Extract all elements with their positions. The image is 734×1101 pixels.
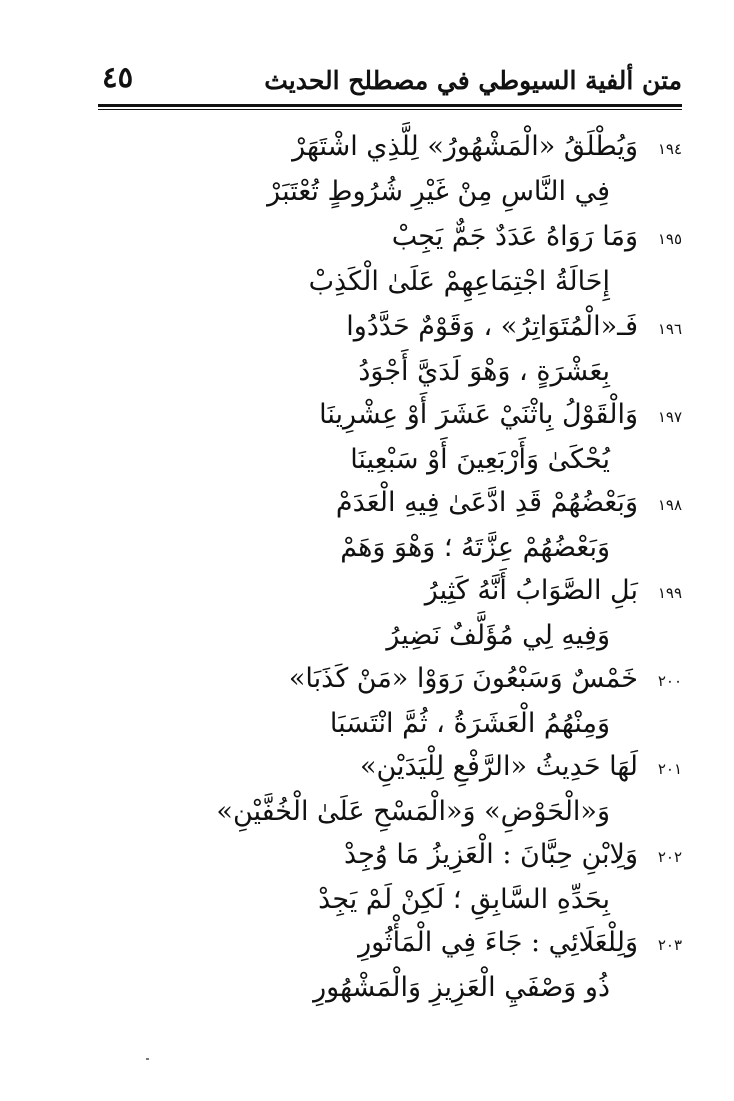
verse-second-hemistich: إِحَالَةُ اجْتِمَاعِهِمْ عَلَىٰ الْكَذِبْ [308,266,610,297]
verse-first-hemistich: وَيُطْلَقُ «الْمَشْهُورُ» لِلَّذِي اشْتَهَرْ [292,131,638,162]
scan-speck [146,1058,149,1060]
verse-first-hemistich: بَلِ الصَّوَابُ أَنَّهُ كَثِيرُ [424,575,638,606]
verse-first-hemistich: وَبَعْضُهُمْ قَدِ ادَّعَىٰ فِيهِ الْعَدَمْ [335,487,638,518]
verse-number: ٢٠٣ [657,936,682,954]
verse-number: ٢٠٢ [657,848,682,866]
header-rule-thin [98,109,682,110]
verse-second-hemistich: وَمِنْهُمُ الْعَشَرَةُ ، ثُمَّ انْتَسَبَا [329,708,610,739]
verse-second-hemistich: بِحَدِّهِ السَّابِقِ ؛ لَكِنْ لَمْ يَجِدْ [318,884,610,915]
verse-first-hemistich: وَلِابْنِ حِبَّانَ : الْعَزِيزُ مَا وُجِدْ [343,839,638,870]
verse-second-hemistich: وَبَعْضُهُمْ عِزَّتَهُ ؛ وَهْوَ وَهَمْ [340,532,610,563]
verse-first-hemistich: وَلِلْعَلَائِي : جَاءَ فِي الْمَأْثُورِ [358,927,638,958]
verse-second-hemistich: وَفِيهِ لِي مُؤَلَّفٌ نَضِيرُ [386,620,610,651]
verse-number: ٢٠٠ [657,672,682,690]
verse-number: ١٩٦ [657,320,682,338]
verse-second-hemistich: فِي النَّاسِ مِنْ غَيْرِ شُرُوطٍ تُعْتَبَرْ [267,176,610,207]
verse-number: ١٩٨ [657,496,682,514]
verse-number: ١٩٧ [657,408,682,426]
verse-second-hemistich: يُحْكَىٰ وَأَرْبَعِينَ أَوْ سَبْعِينَا [350,444,610,475]
verse-first-hemistich: وَالْقَوْلُ بِاثْنَيْ عَشَرَ أَوْ عِشْرِينَا [319,399,638,430]
verse-first-hemistich: لَهَا حَدِيثُ «الرَّفْعِ لِلْيَدَيْنِ» [359,751,638,782]
verse-number: ١٩٩ [657,584,682,602]
verse-first-hemistich: وَمَا رَوَاهُ عَدَدٌ جَمٌّ يَجِبْ [391,221,638,252]
verse-number: ٢٠١ [657,760,682,778]
verse-second-hemistich: ذُو وَصْفَيِ الْعَزِيزِ وَالْمَشْهُورِ [313,972,610,1003]
verse-first-hemistich: خَمْسٌ وَسَبْعُونَ رَوَوْا «مَنْ كَذَبَا» [288,663,638,694]
verse-second-hemistich: بِعَشْرَةٍ ، وَهْوَ لَدَيَّ أَجْوَدُ [358,356,610,387]
page-header [98,58,682,102]
verse-first-hemistich: فَـ«الْمُتَوَاتِرُ» ، وَقَوْمٌ حَدَّدُوا [346,311,638,342]
verse-second-hemistich: وَ«الْحَوْضِ» وَ«الْمَسْحِ عَلَىٰ الْخُفَّيْنِ» [216,796,610,827]
header-rule-thick [98,104,682,107]
running-title: متن ألفية السيوطي في مصطلح الحديث [264,66,682,95]
page-number: ٤٥ [102,60,134,94]
verse-number: ١٩٥ [657,230,682,248]
verse-number: ١٩٤ [657,140,682,158]
